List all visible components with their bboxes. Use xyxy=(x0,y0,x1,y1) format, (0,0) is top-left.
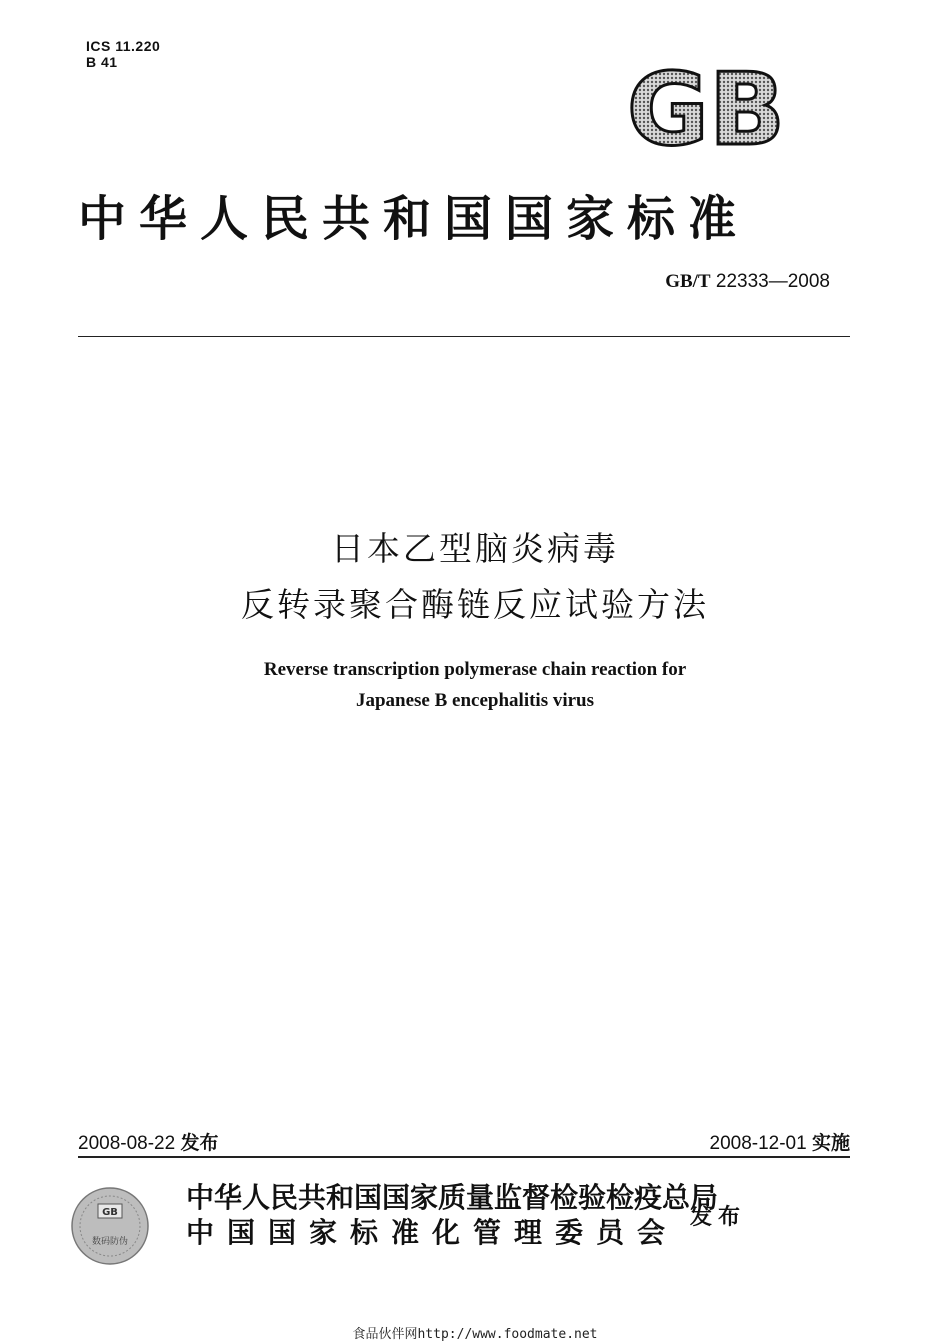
standard-code xyxy=(665,271,830,293)
anti-counterfeit-seal xyxy=(70,1186,150,1266)
issuer-line2: 中国国家标准化管理委员会 xyxy=(186,1216,679,1249)
header-divider xyxy=(78,336,850,337)
release-date: 2008-08-22 xyxy=(78,1133,176,1154)
title-en-line1: Reverse transcription polymerase chain reaction for xyxy=(263,659,687,680)
standard-prefix: GB/T xyxy=(665,271,711,292)
classification-block xyxy=(86,38,160,70)
standard-number: 22333—2008 xyxy=(715,271,830,292)
effective-date: 2008-12-01 xyxy=(709,1133,807,1154)
seal-text: 数码防伪 xyxy=(91,1237,129,1247)
class-code: B 41 xyxy=(86,54,118,70)
issue-word: 发布 xyxy=(690,1205,747,1230)
ics-code: ICS 11.220 xyxy=(86,38,161,54)
footer-divider xyxy=(78,1156,850,1158)
national-standard-title: 中华人民共和国国家标准 xyxy=(78,191,750,247)
seal-logo-text: GB xyxy=(102,1207,118,1218)
effective-date-block xyxy=(710,1128,851,1155)
release-word: 发布 xyxy=(180,1132,219,1154)
title-cn-line2: 反转录聚合酶链反应试验方法 xyxy=(241,585,709,624)
gb-logo xyxy=(618,60,798,152)
release-date-block xyxy=(78,1128,219,1155)
issuer-line1: 中华人民共和国国家质量监督检验检疫总局 xyxy=(186,1181,719,1214)
gb-logo-text: GB xyxy=(626,60,786,152)
title-en-line2: Japanese B encephalitis virus xyxy=(355,690,595,711)
title-cn-line1: 日本乙型脑炎病毒 xyxy=(331,529,619,568)
effective-word: 实施 xyxy=(811,1132,850,1154)
issuing-authorities xyxy=(186,1180,718,1250)
footer-watermark: 食品伙伴网http://www.foodmate.net xyxy=(352,1327,598,1342)
